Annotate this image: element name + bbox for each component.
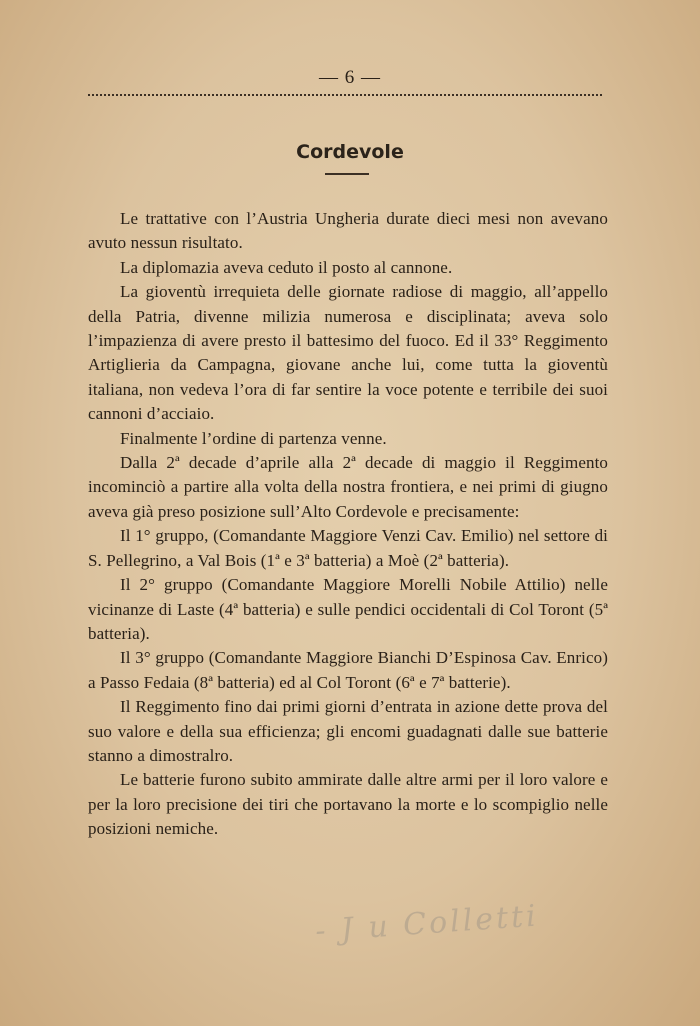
page-title: Cordevole (296, 141, 404, 163)
paragraph: Il 3° gruppo (Comandante Maggiore Bianchi D’Espinosa Cav. Enrico) a Passo Fedaia (8ª batteria) ed al Col Toront (6ª e 7ª batterie). (88, 648, 608, 692)
paragraph: Il Reggimento fino dai primi giorni d’entrata in azione dette prova del suo valore e della sua efficienza; gli encomi guadagnati dalle sue batterie stanno a dimostralro. (88, 697, 608, 765)
paragraph: Il 2° gruppo (Comandante Maggiore Morelli Nobile Attilio) nelle vicinanze di Laste (4ª batteria) e sulle pendici occidentali di Col Toront (5ª batteria). (88, 575, 608, 643)
paragraph: Finalmente l’ordine di partenza venne. (120, 428, 387, 448)
header-divider (88, 94, 602, 96)
paragraph: La gioventù irrequieta delle giornate radiose di maggio, all’appello della Patria, divenne milizia numerosa e disciplinata; aveva solo l’impazienza di avere presto il battesimo del fuoco. Ed il 33° Reggimento Artiglieria da Campagna, giovane anche lui, come tutta la gioventù italiana, non vedeva l’ora di far sentire la voce potente e terribile dei suoi cannoni d’acciaio. (88, 282, 608, 424)
handwritten-signature: - J u Colletti (314, 898, 540, 950)
paragraph: La diplomazia aveva ceduto il posto al cannone. (120, 257, 453, 277)
page-number: — 6 — (319, 67, 381, 88)
title-underline (325, 173, 369, 175)
body-text (88, 207, 608, 842)
paragraph: Le trattative con l’Austria Ungheria durate dieci mesi non avevano avuto nessun risultato. (88, 209, 608, 253)
paragraph: Dalla 2ª decade d’aprile alla 2ª decade di maggio il Reggimento incominciò a partire alla volta della nostra frontiera, e nei primi di giugno aveva già preso posizione sull’Alto Cordevole e precisamente: (88, 453, 608, 521)
paragraph: Il 1° gruppo, (Comandante Maggiore Venzi Cav. Emilio) nel settore di S. Pellegrino, a Val Bois (1ª e 3ª batteria) a Moè (2ª batteria). (88, 526, 608, 570)
paragraph: Le batterie furono subito ammirate dalle altre armi per il loro valore e per la loro precisione dei tiri che portavano la morte e lo scompiglio nelle posizioni nemiche. (88, 770, 608, 839)
